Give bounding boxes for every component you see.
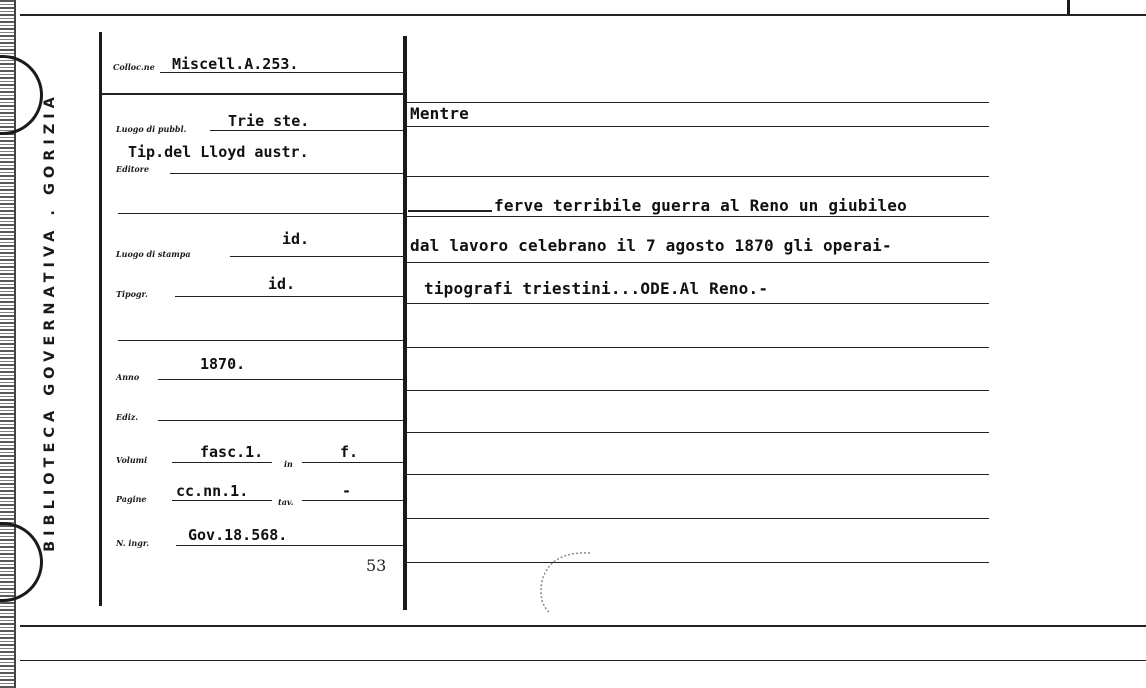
label-tipografia: Tipogr.: [116, 289, 148, 299]
body-rule-9: [405, 432, 989, 433]
label-editore: Editore: [116, 164, 150, 174]
card-top-line: [20, 14, 1146, 16]
body-indent-rule: [408, 210, 492, 212]
center-column-rule: [403, 36, 407, 610]
rule-anno: [158, 379, 404, 380]
value-volumi: fasc.1.: [200, 443, 264, 461]
body-rule-1: [405, 102, 989, 103]
rule-edizione: [158, 420, 404, 421]
label-ingresso: N. ingr.: [116, 538, 150, 548]
body-rule-10: [405, 474, 989, 475]
label-volumi-in: in: [284, 459, 293, 469]
binder-hole-top: [0, 55, 43, 135]
value-pagine: cc.nn.1.: [176, 482, 249, 500]
rule-editore: [170, 173, 404, 174]
label-collocazione: Colloc.ne: [113, 62, 155, 72]
body-rule-6: [405, 303, 989, 304]
rule-luogo-stampa: [230, 256, 404, 257]
value-tipografia: id.: [268, 275, 296, 293]
label-luogo-pubbl: Luogo di pubbl.: [116, 124, 187, 134]
value-editore: Tip.del Lloyd austr.: [128, 143, 309, 161]
label-luogo-stampa: Luogo di stampa: [116, 249, 191, 259]
body-line-1: Mentre: [410, 104, 469, 123]
value-pagine-tav: -: [342, 482, 352, 500]
rule-header: [100, 93, 404, 95]
value-collocazione: Miscell.A.253.: [172, 55, 299, 73]
faint-stamp-mark: [530, 545, 600, 620]
rule-pagine: [172, 500, 272, 501]
rule-blank-1: [118, 213, 404, 214]
rule-volumi-format: [302, 462, 404, 463]
label-pagine: Pagine: [116, 494, 147, 504]
rule-pagine-tav: [302, 500, 404, 501]
binder-hole-bottom: [0, 522, 43, 602]
body-rule-5: [405, 262, 989, 263]
handwritten-page-note: 53: [366, 556, 387, 575]
value-luogo-stampa: id.: [282, 230, 310, 248]
body-rule-12: [405, 562, 989, 563]
body-line-2: ferve terribile guerra al Reno un giubileo: [494, 196, 907, 215]
label-pagine-tav: tav.: [278, 497, 294, 507]
label-volumi: Volumi: [116, 455, 148, 465]
value-ingresso: Gov.18.568.: [188, 526, 288, 544]
card-bottom-line: [20, 625, 1146, 627]
body-rule-4: [405, 216, 989, 217]
body-rule-8: [405, 390, 989, 391]
library-stamp-title: BIBLIOTECA GOVERNATIVA . GORIZIA: [42, 92, 58, 552]
rule-ingresso: [176, 545, 404, 546]
rule-tipografia: [175, 296, 404, 297]
value-volumi-format: f.: [340, 443, 359, 461]
body-rule-2: [405, 126, 989, 127]
rule-volumi: [172, 462, 272, 463]
left-column-rule: [99, 32, 102, 606]
rule-blank-2: [118, 340, 404, 341]
body-line-3: dal lavoro celebrano il 7 agosto 1870 gli operai-: [410, 236, 892, 255]
value-anno: 1870.: [200, 355, 246, 373]
rule-luogo-pubbl: [210, 130, 404, 131]
card-bottom-line-2: [20, 660, 1146, 661]
body-rule-7: [405, 347, 989, 348]
body-rule-11: [405, 518, 989, 519]
card-top-right-tick: [1067, 0, 1070, 14]
label-edizione: Ediz.: [116, 412, 139, 422]
body-line-4: tipografi triestini...ODE.Al Reno.-: [424, 279, 769, 298]
body-rule-3: [405, 176, 989, 177]
label-anno: Anno: [116, 372, 140, 382]
value-luogo-pubbl: Trie ste.: [228, 112, 310, 130]
